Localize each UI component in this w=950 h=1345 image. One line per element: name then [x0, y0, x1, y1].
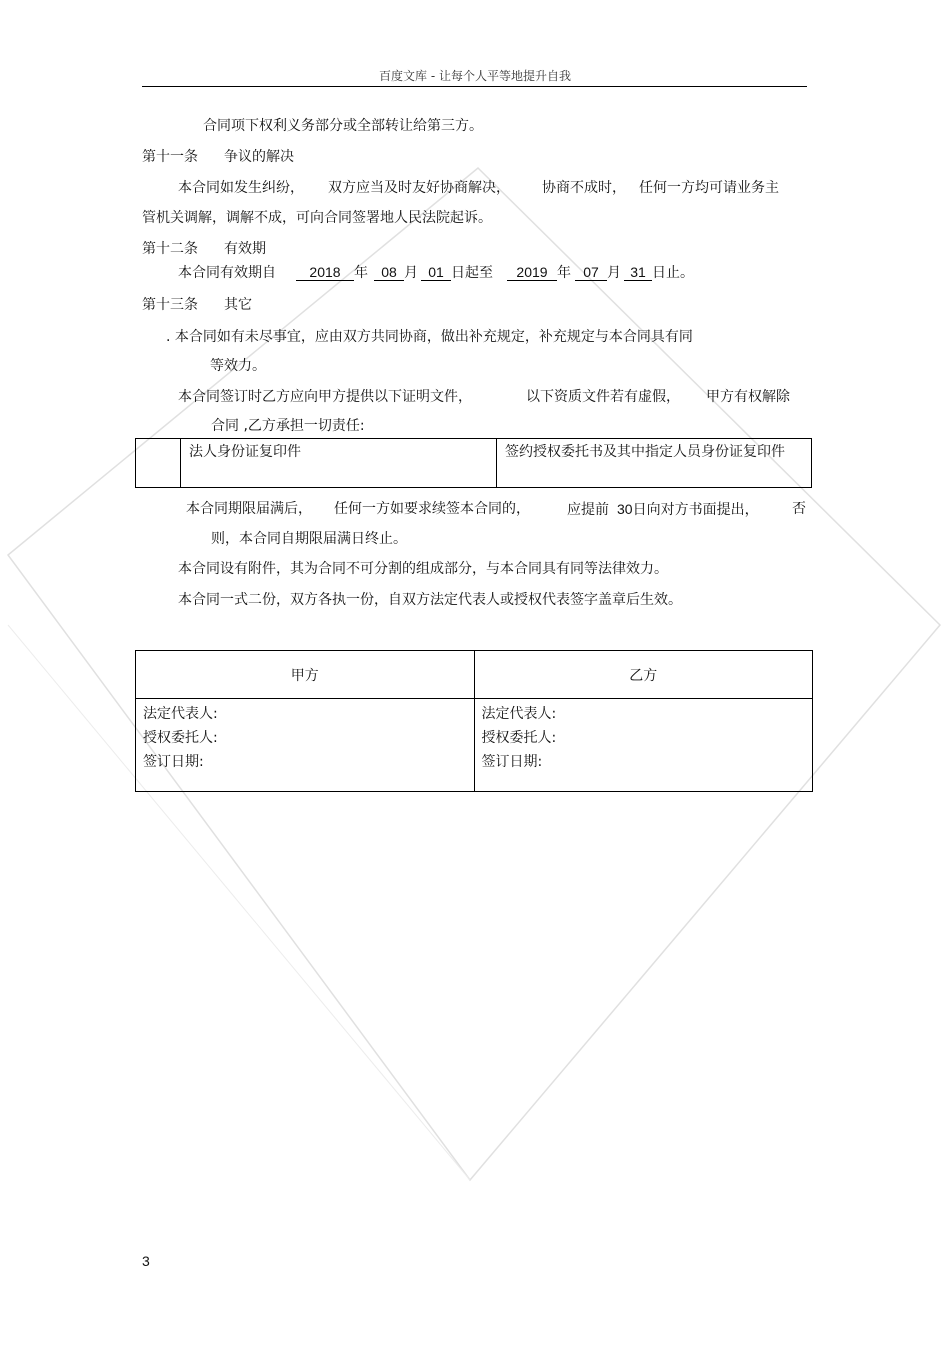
notice-days: 30 [617, 501, 633, 517]
clause13-item2-a3: 甲方有权解除 [706, 389, 790, 405]
clause13-item3-a5: 否 [792, 501, 806, 517]
label-nian-1: 年 [354, 265, 368, 281]
start-year: 2018 [296, 264, 354, 281]
clause11-para1-d: 任何一方均可请业务主 [639, 180, 779, 196]
clause13-item3-line2: 则，本合同自期限届满日终止。 [211, 531, 407, 547]
party-b-sign-date: 签订日期: [481, 754, 543, 770]
clause10-continuation: 合同项下权利义务部分或全部转让给第三方。 [203, 118, 483, 134]
clause13-item3-a1: 本合同期限届满后， [186, 501, 312, 517]
label-end-suffix: 日止。 [652, 265, 694, 281]
clause12-title: 有效期 [224, 241, 266, 257]
header-slogan: 让每个人平等地提升自我 [438, 69, 571, 83]
label-yue-1: 月 [404, 265, 418, 281]
clause13-number: 第十三条 [142, 297, 198, 313]
clause13-item1-line2: 等效力。 [210, 358, 266, 374]
party-a-sign-date: 签订日期: [143, 754, 204, 770]
page-number: 3 [142, 1253, 150, 1269]
required-documents-table [135, 438, 812, 488]
end-month: 07 [575, 264, 607, 281]
label-start-suffix: 日起至 [451, 265, 493, 281]
clause13-item2-line2: 合同 ,乙方承担一切责任: [211, 418, 365, 434]
party-b-authorized: 授权委托人: [481, 730, 557, 746]
clause13-title: 其它 [224, 297, 252, 313]
clause11-number: 第十一条 [142, 149, 198, 165]
party-a-header: 甲方 [136, 651, 475, 698]
start-day: 01 [421, 264, 451, 281]
end-year: 2019 [507, 264, 557, 281]
party-b-header: 乙方 [629, 667, 658, 684]
start-month: 08 [374, 264, 404, 281]
signature-table [135, 650, 813, 792]
docs-index-cell [136, 439, 181, 487]
clause13-item1-line1: . 本合同如有未尽事宜，应由双方共同协商，做出补充规定，补充规定与本合同具有同 [166, 329, 693, 345]
label-nian-2: 年 [557, 265, 571, 281]
party-a-legal-rep: 法定代表人: [143, 706, 218, 722]
end-day: 31 [624, 264, 652, 281]
clause11-heading [142, 148, 294, 166]
doc-cell-authorization: 签约授权委托书及其中指定人员身份证复印件 [505, 444, 785, 460]
header-site: 百度文库 [379, 69, 428, 83]
clause11-para1-c: 协商不成时， [542, 180, 626, 196]
party-b-signature-cell [475, 699, 813, 792]
clause11-para2: 管机关调解，调解不成，可向合同签署地人民法院起诉。 [142, 210, 492, 226]
signature-body-row [136, 699, 812, 792]
doc-cell-id-copy: 法人身份证复印件 [181, 439, 497, 487]
page-header [0, 67, 950, 85]
clause13-heading [142, 296, 252, 314]
header-divider [142, 86, 807, 87]
clause13-item3-a3 [567, 500, 759, 519]
clause13-item5: 本合同一式二份，双方各执一份，自双方法定代表人或授权代表签字盖章后生效。 [178, 592, 682, 608]
signature-header-row [136, 651, 812, 699]
label-yue-2: 月 [607, 265, 621, 281]
clause12-heading [142, 240, 266, 258]
clause11-para1-a: 本合同如发生纠纷， [178, 180, 304, 196]
notice-prefix: 应提前 [567, 502, 609, 518]
clause12-number: 第十二条 [142, 241, 198, 257]
clause13-item3-a2: 任何一方如要求续签本合同的， [334, 501, 530, 517]
clause13-item2-a1: 本合同签订时乙方应向甲方提供以下证明文件， [178, 389, 472, 405]
validity-line [178, 264, 694, 282]
clause11-title: 争议的解决 [224, 149, 294, 165]
party-b-legal-rep: 法定代表人: [481, 706, 557, 722]
validity-prefix: 本合同有效期自 [178, 265, 276, 281]
clause13-item4: 本合同设有附件，其为合同不可分割的组成部分，与本合同具有同等法律效力。 [178, 561, 668, 577]
header-separator: - [427, 69, 439, 83]
clause13-item2-a2: 以下资质文件若有虚假， [526, 389, 680, 405]
clause11-para1-b: 双方应当及时友好协商解决， [328, 180, 510, 196]
party-a-signature-cell [136, 699, 475, 792]
party-a-authorized: 授权委托人: [143, 730, 218, 746]
notice-suffix: 日向对方书面提出， [632, 502, 759, 518]
